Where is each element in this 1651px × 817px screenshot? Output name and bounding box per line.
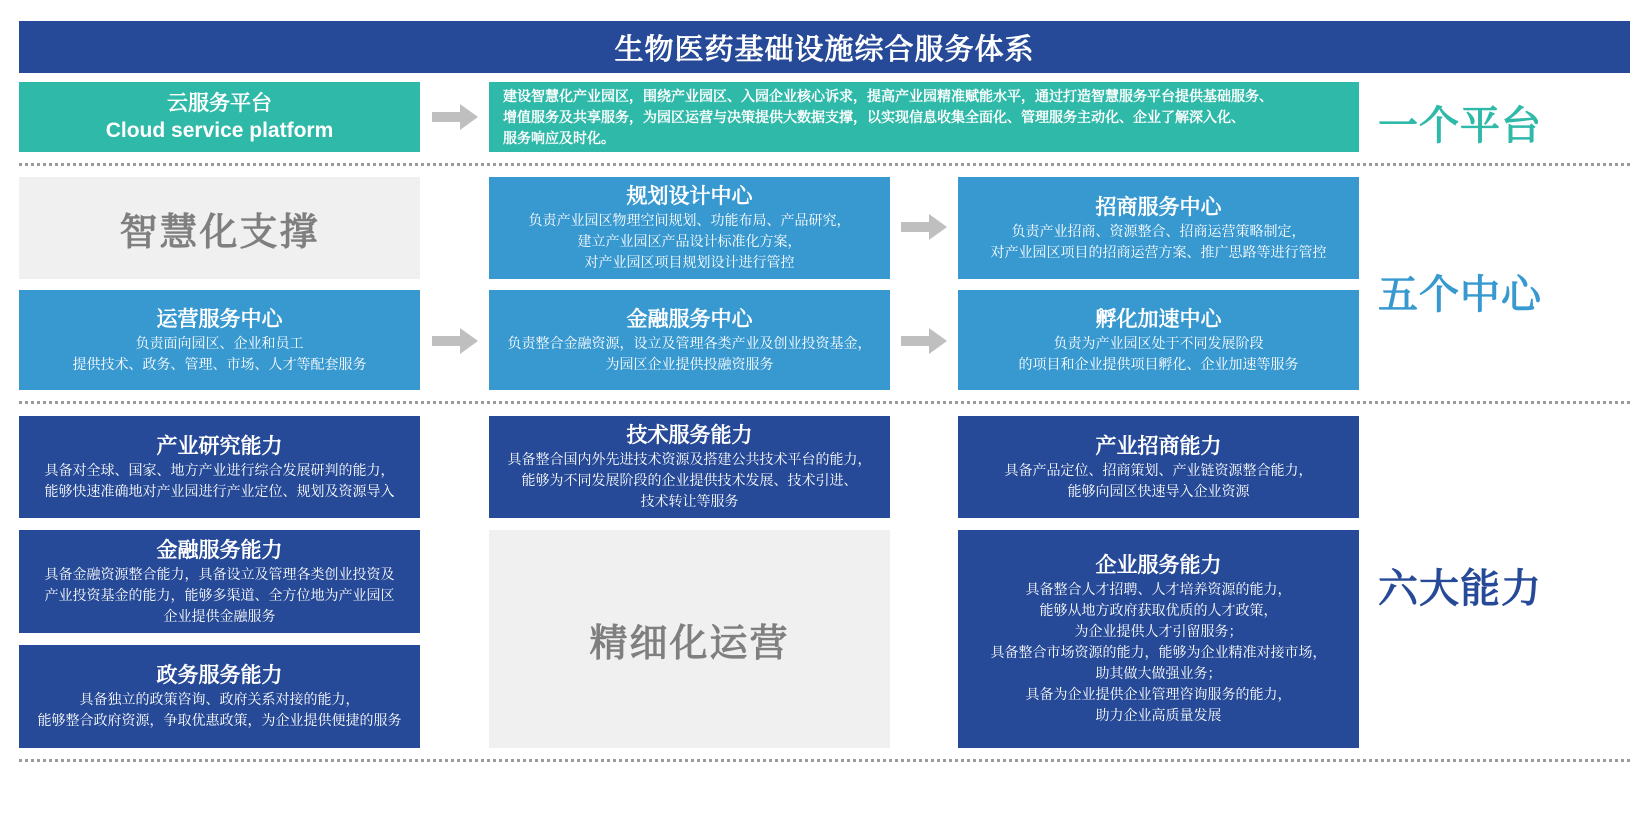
- capability-line: 具备整合国内外先进技术资源及搭建公共技术平台的能力，: [507, 451, 872, 467]
- capability-line: 能够为不同发展阶段的企业提供技术发展、技术引进、: [521, 472, 858, 488]
- capability-title: 企业服务能力: [1095, 554, 1222, 577]
- capability-line: 具备独立的政策咨询、政府关系对接的能力，: [79, 691, 360, 707]
- capability-line: 具备对全球、国家、地方产业进行综合发展研判的能力，: [44, 461, 395, 478]
- side-label-five-centers: 五个中心: [1378, 273, 1542, 317]
- platform-description: [489, 82, 1359, 152]
- incubation-acceleration-center: [958, 290, 1359, 390]
- cloud-service-platform-box: [19, 82, 420, 152]
- right-arrow-icon: [432, 104, 478, 130]
- diagram-title: 生物医药基础设施综合服务体系: [19, 21, 1630, 73]
- center-line: 对产业园区项目的招商运营方案、推广思路等进行管控: [990, 243, 1327, 260]
- center-line: 负责为产业园区处于不同发展阶段: [1053, 334, 1264, 351]
- investment-promotion-center: [958, 177, 1359, 279]
- center-title: 招商服务中心: [1095, 195, 1222, 219]
- capability-title: 政务服务能力: [156, 664, 283, 687]
- side-label-six-capabilities: 六大能力: [1378, 567, 1542, 611]
- planning-design-center: [489, 177, 890, 279]
- platform-title-cn: 云服务平台: [167, 91, 272, 115]
- section-divider: [19, 163, 1630, 166]
- capability-line: 能够从地方政府获取优质的人才政策，: [1039, 602, 1278, 618]
- center-line: 为园区企业提供投融资服务: [605, 355, 774, 372]
- center-line: 负责面向园区、企业和员工: [135, 334, 304, 351]
- center-title: 金融服务中心: [626, 307, 753, 331]
- refined-operation-label: 精细化运营: [589, 622, 790, 665]
- capability-line: 具备金融资源整合能力，具备设立及管理各类创业投资及: [44, 565, 395, 582]
- industry-investment-capability: [958, 416, 1359, 518]
- capability-line: 企业提供金融服务: [163, 607, 276, 624]
- right-arrow-icon: [901, 214, 947, 240]
- capability-line: 助其做大做强业务；: [1095, 665, 1222, 681]
- capability-line: 具备为企业提供企业管理咨询服务的能力，: [1025, 686, 1292, 702]
- center-title: 运营服务中心: [156, 307, 283, 331]
- capability-line: 技术转让等服务: [640, 493, 739, 509]
- capability-line: 具备整合人才招聘、人才培养资源的能力，: [1025, 581, 1292, 597]
- capability-title: 产业研究能力: [156, 434, 283, 458]
- capability-title: 技术服务能力: [626, 424, 753, 447]
- capability-line: 能够向园区快速导入企业资源: [1067, 482, 1250, 499]
- financial-service-capability: [19, 530, 420, 633]
- center-line: 负责产业园区物理空间规划、功能布局、产品研究，: [528, 212, 851, 228]
- capability-line: 具备整合市场资源的能力，能够为企业精准对接市场，: [990, 644, 1327, 660]
- operation-service-center: [19, 290, 420, 390]
- financial-service-center: [489, 290, 890, 390]
- center-line: 对产业园区项目规划设计进行管控: [584, 254, 795, 270]
- side-label-one-platform: 一个平台: [1378, 104, 1542, 148]
- platform-description-line: 服务响应及时化。: [503, 129, 615, 146]
- capability-line: 为企业提供人才引留服务；: [1074, 623, 1243, 639]
- capability-line: 能够整合政府资源，争取优惠政策，为企业提供便捷的服务: [37, 712, 402, 728]
- enterprise-service-capability: [958, 530, 1359, 748]
- platform-description-line: 建设智慧化产业园区，围绕产业园区、入园企业核心诉求，提高产业园精准赋能水平，通过打造智慧服务平台提供基础服务、: [503, 87, 1273, 104]
- platform-title-en: Cloud service platform: [105, 118, 334, 142]
- center-line: 提供技术、政务、管理、市场、人才等配套服务: [72, 355, 367, 372]
- refined-operation-box: [489, 530, 890, 748]
- center-line: 负责产业招商、资源整合、招商运营策略制定，: [1011, 222, 1306, 239]
- industry-research-capability: [19, 416, 420, 518]
- capability-line: 具备产品定位、招商策划、产业链资源整合能力，: [1004, 461, 1313, 478]
- capability-line: 助力企业高质量发展: [1095, 707, 1222, 723]
- center-title: 孵化加速中心: [1095, 307, 1222, 331]
- right-arrow-icon: [432, 328, 478, 354]
- platform-description-line: 增值服务及共享服务，为园区运营与决策提供大数据支撑，以实现信息收集全面化、管理服务主动化、企业了解深入化、: [503, 108, 1245, 125]
- center-line: 的项目和企业提供项目孵化、企业加速等服务: [1018, 355, 1299, 372]
- center-line: 建立产业园区产品设计标准化方案，: [577, 233, 802, 249]
- center-line: 负责整合金融资源，设立及管理各类产业及创业投资基金，: [507, 334, 872, 351]
- center-title: 规划设计中心: [626, 185, 753, 208]
- capability-line: 产业投资基金的能力，能够多渠道、全方位地为产业园区: [44, 586, 395, 603]
- section-divider: [19, 401, 1630, 404]
- capability-line: 能够快速准确地对产业园进行产业定位、规划及资源导入: [44, 482, 395, 499]
- smart-support-box: [19, 177, 420, 279]
- right-arrow-icon: [901, 328, 947, 354]
- government-service-capability: [19, 645, 420, 748]
- capability-title: 金融服务能力: [156, 538, 283, 562]
- section-divider: [19, 759, 1630, 762]
- capability-title: 产业招商能力: [1095, 434, 1222, 458]
- smart-support-label: 智慧化支撑: [119, 211, 320, 254]
- technical-service-capability: [489, 416, 890, 518]
